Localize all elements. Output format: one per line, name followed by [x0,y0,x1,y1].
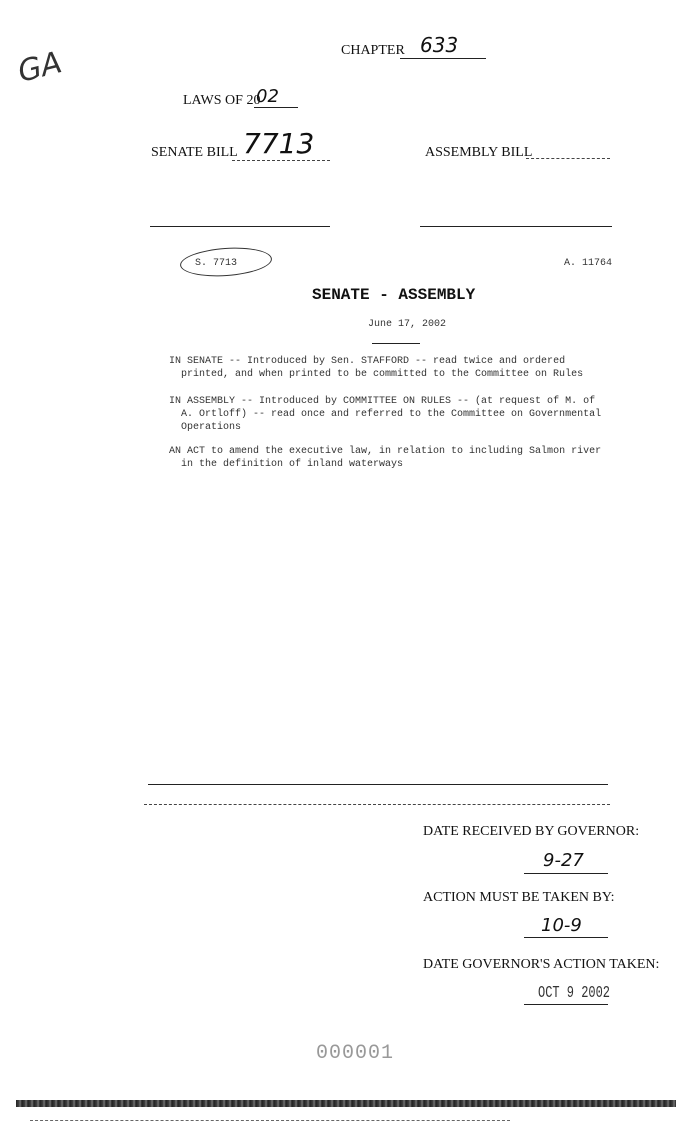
handwritten-initials: GA [14,45,66,90]
act-line-1: AN ACT to amend the executive law, in relation to including Salmon river [169,446,602,457]
signature-line-right [420,226,612,227]
senate-number: S. 7713 [195,258,238,269]
chapter-underline [400,58,486,59]
senate-bill-value: 7713 [243,127,315,160]
separator-line-2 [144,804,610,805]
action-taken-stamp: OCT 9 2002 [538,983,611,1003]
laws-underline [254,107,298,108]
senate-intro-line-2: printed, and when printed to be committed to the Committee on Rules [181,369,584,380]
action-by-label: ACTION MUST BE TAKEN BY: [423,890,615,905]
action-by-underline [524,937,608,938]
page-number: 000001 [316,1042,395,1065]
assembly-bill-label: ASSEMBLY BILL [425,145,533,160]
date-underline [372,343,420,344]
senate-intro-line-1: IN SENATE -- Introduced by Sen. STAFFORD -- read twice and ordered [169,356,566,367]
date-received-label: DATE RECEIVED BY GOVERNOR: [423,824,640,839]
act-line-2: in the definition of inland waterways [181,459,404,470]
separator-line-1 [148,784,608,785]
bill-title: SENATE - ASSEMBLY [312,286,476,304]
signature-line-left [150,226,330,227]
chapter-value: 633 [420,33,459,57]
date-received-underline [524,873,608,874]
assembly-intro-line-1: IN ASSEMBLY -- Introduced by COMMITTEE ON RULES -- (at request of M. of [169,396,596,407]
bottom-dash-line [30,1120,510,1121]
senate-bill-label: SENATE BILL [151,145,238,160]
laws-label: LAWS OF 20 [183,93,261,108]
bill-date: June 17, 2002 [368,319,447,330]
action-taken-label: DATE GOVERNOR'S ACTION TAKEN: [423,957,660,972]
senate-bill-underline [232,160,330,161]
date-received-value: 9-27 [543,850,584,871]
chapter-label: CHAPTER [341,43,405,58]
assembly-number: A. 11764 [564,258,613,269]
assembly-intro-line-2: A. Ortloff) -- read once and referred to the Committee on Governmental [181,409,602,420]
action-by-value: 10-9 [541,915,582,936]
action-taken-underline [524,1004,608,1005]
assembly-bill-underline [526,158,610,159]
assembly-intro-line-3: Operations [181,422,242,433]
laws-value: 02 [256,86,279,107]
scan-edge-bar [16,1100,676,1107]
